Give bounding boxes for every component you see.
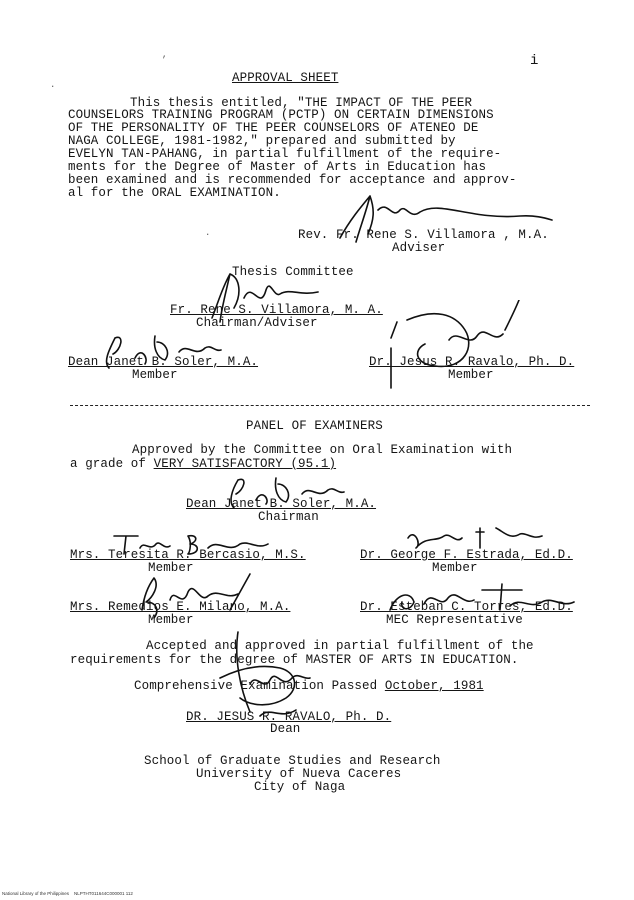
panel-member-2-name: Dr. George F. Estrada, Ed.D. [360,548,573,562]
intro-line: COUNSELORS TRAINING PROGRAM (PCTP) ON CERTAIN DIMENSIONS [68,108,494,122]
school-line-2: University of Nueva Caceres [196,767,402,781]
panel-member-4-role: MEC Representative [386,613,523,627]
intro-line: NAGA COLLEGE, 1981-1982," prepared and submitted by [68,134,456,148]
adviser-name: Rev. Fr. Rene S. Villamora , M.A. [298,228,549,242]
panel-member-3-role: Member [148,613,194,627]
panel-chairman-name: Dean Janet B. Soler, M.A. [186,497,377,511]
intro-line: EVELYN TAN-PAHANG, in partial fulfillment of the require- [68,147,502,161]
dean-role: Dean [270,722,301,736]
panel-member-4-name: Dr. Esteban C. Torres, Ed.D. [360,600,573,614]
school-line-1: School of Graduate Studies and Research [144,754,441,768]
intro-line: This thesis entitled, "THE IMPACT OF THE PEER [130,96,473,110]
page-title: APPROVAL SHEET [232,71,339,85]
committee-chair-name: Fr. Rene S. Villamora, M. A. [170,303,383,317]
page-number: i [530,53,539,69]
panel-member-2-role: Member [432,561,478,575]
section-divider [70,405,590,406]
committee-member-left-name: Dean Janet B. Soler, M.A. [68,355,259,369]
panel-member-3-name: Mrs. Remedios E. Milano, M.A. [70,600,291,614]
stray-mark: . [50,80,56,90]
intro-line: al for the ORAL EXAMINATION. [68,186,281,200]
grade-value: VERY SATISFACTORY (95.1) [153,457,337,471]
grade-prefix: a grade of [70,457,154,471]
grade-line [70,458,336,471]
intro-line: been examined and is recommended for acceptance and approv- [68,173,517,187]
thesis-committee-heading: Thesis Committee [232,265,354,279]
approved-line: Approved by the Committee on Oral Examination with [132,443,513,457]
panel-chairman-role: Chairman [258,510,319,524]
comp-exam-prefix: Comprehensive Examination Passed [134,679,385,693]
committee-chair-role: Chairman/Adviser [196,316,318,330]
dean-name: DR. JESUS R. RAVALO, Ph. D. [186,710,392,724]
school-line-3: City of Naga [254,780,346,794]
comp-exam-date: October, 1981 [384,679,484,693]
intro-line: ments for the Degree of Master of Arts in Education has [68,160,487,174]
panel-member-1-role: Member [148,561,194,575]
panel-member-1-name: Mrs. Teresita R. Bercasio, M.S. [70,548,306,562]
acceptance-line-2: requirements for the degree of MASTER OF ARTS IN EDUCATION. [70,653,519,667]
stray-mark: , [162,50,168,60]
committee-member-left-role: Member [132,368,178,382]
adviser-role: Adviser [392,241,446,255]
committee-member-right-role: Member [448,368,494,382]
panel-heading: PANEL OF EXAMINERS [246,419,383,433]
stray-mark: . [205,228,211,238]
intro-line: OF THE PERSONALITY OF THE PEER COUNSELORS OF ATENEO DE [68,121,479,135]
committee-member-right-name: Dr. Jesus R. Ravalo, Ph. D. [369,355,575,369]
archive-footer: National Library of the Philippines NLPTHT011644C000001 112 [2,891,133,896]
acceptance-line-1: Accepted and approved in partial fulfillment of the [146,639,534,653]
comprehensive-exam-line [134,680,484,693]
